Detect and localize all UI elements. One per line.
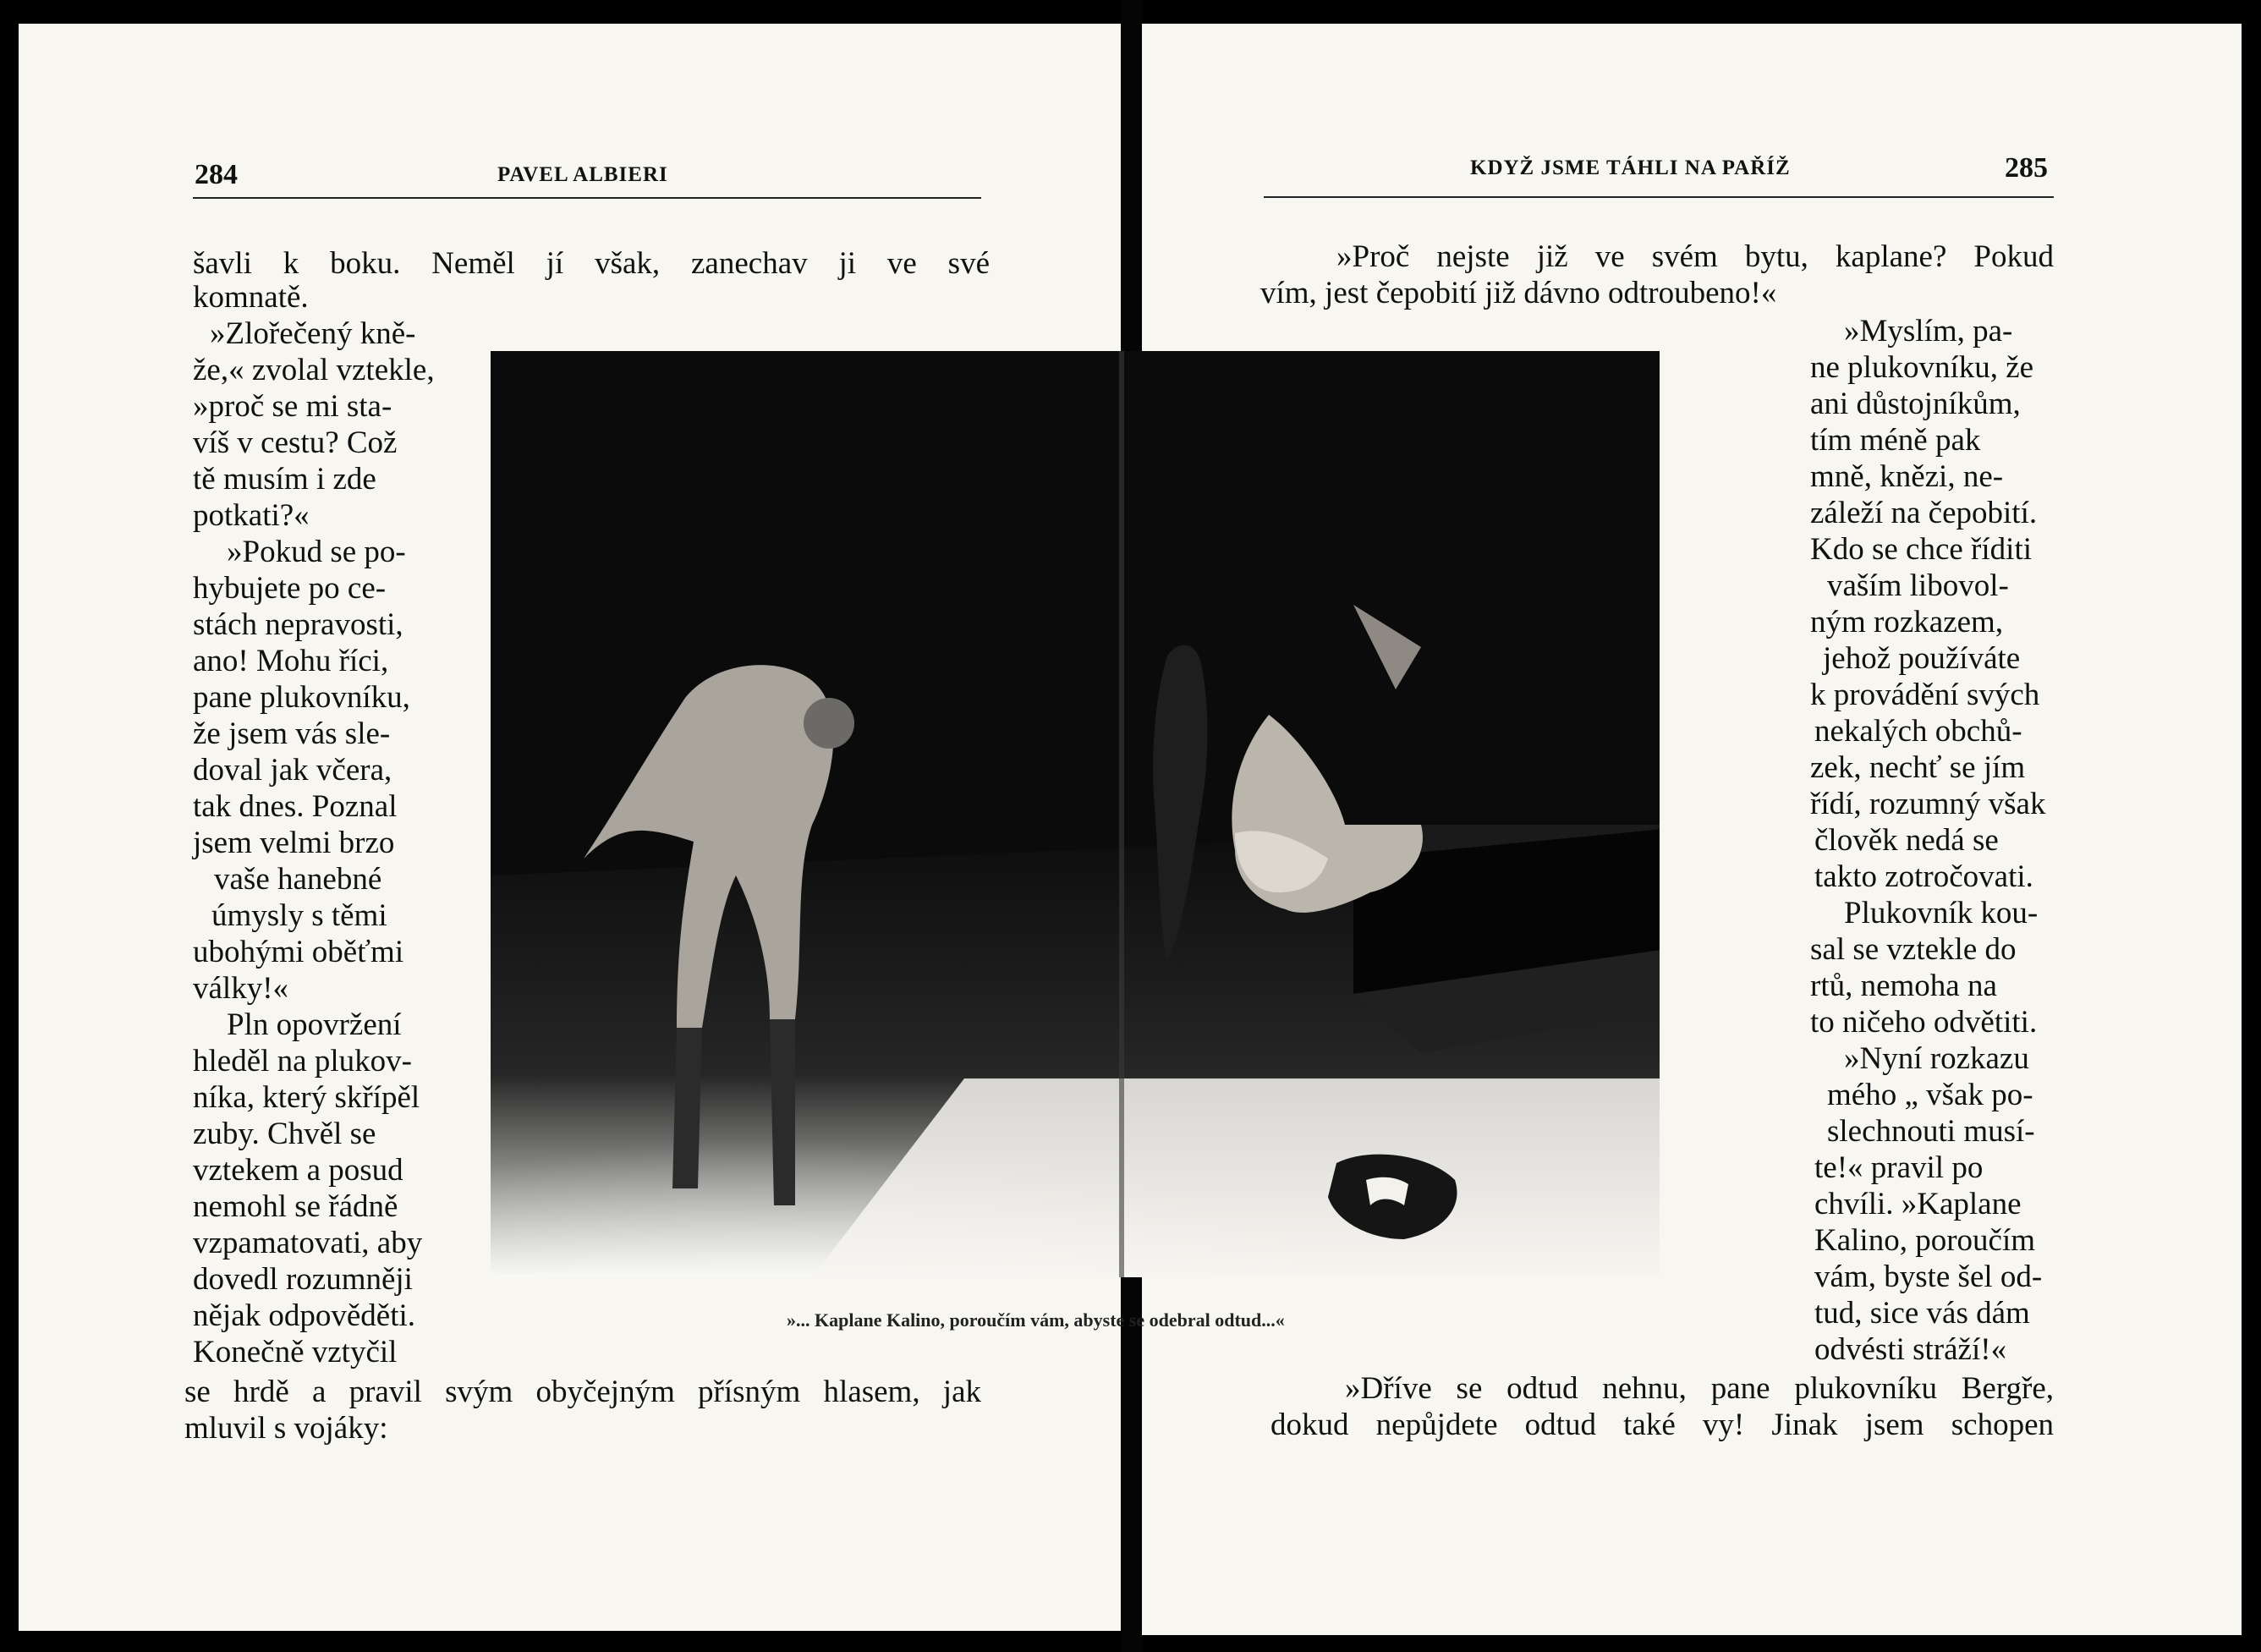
text-line: mně, knězi, ne- bbox=[1810, 459, 2004, 494]
text-line: tím méně pak bbox=[1810, 423, 1981, 458]
text-line: »Myslím, pa- bbox=[1844, 314, 2013, 349]
text-line: ani důstojníkům, bbox=[1810, 387, 2021, 421]
text-line: že,« zvolal vztekle, bbox=[193, 353, 435, 387]
text-line: jehož používáte bbox=[1823, 641, 2021, 676]
text-line: »Pokud se po- bbox=[227, 535, 406, 569]
text-line: nekalých obchů- bbox=[1814, 714, 2022, 749]
text-line: tě musím i zde bbox=[193, 462, 376, 497]
text-line: se hrdě a pravil svým obyčejným přísným hlasem, jak bbox=[184, 1375, 981, 1409]
text-line: mého „ však po- bbox=[1827, 1078, 2033, 1112]
text-line: pane plukovníku, bbox=[193, 680, 410, 715]
text-line: k provádění svých bbox=[1810, 678, 2040, 712]
text-line: te!« pravil po bbox=[1814, 1150, 1984, 1185]
text-line: dokud nepůjdete odtud také vy! Jinak jsem schopen bbox=[1270, 1408, 2054, 1442]
text-line: války!« bbox=[193, 971, 289, 1006]
text-line: »Zlořečený kně- bbox=[210, 316, 416, 351]
text-line: Konečně vztyčil bbox=[193, 1335, 398, 1369]
text-line: zek, nechť se jím bbox=[1810, 750, 2026, 785]
text-line: odvésti stráží!« bbox=[1814, 1332, 2007, 1367]
text-line: vám, byste šel od- bbox=[1814, 1260, 2043, 1294]
right-running-head: KDYŽ JSME TÁHLI NA PAŘÍŽ bbox=[1470, 156, 1791, 179]
text-line: »Proč nejste již ve svém bytu, kaplane? Pokud bbox=[1336, 239, 2054, 274]
text-line: tak dnes. Poznal bbox=[193, 789, 398, 824]
text-line: komnatě. bbox=[193, 280, 309, 315]
text-line: že jsem vás sle- bbox=[193, 716, 391, 751]
right-header-rule bbox=[1264, 196, 2054, 198]
text-line: »Nyní rozkazu bbox=[1844, 1041, 2029, 1076]
left-page-number: 284 bbox=[195, 159, 238, 190]
text-line: ubohými oběťmi bbox=[193, 935, 404, 969]
left-running-head: PAVEL ALBIERI bbox=[497, 163, 668, 186]
text-line: záleží na čepobití. bbox=[1810, 496, 2038, 530]
text-line: vzpamatovati, aby bbox=[193, 1226, 423, 1260]
text-line: úmysly s těmi bbox=[211, 898, 387, 933]
text-line: nemohl se řádně bbox=[193, 1189, 398, 1224]
text-line: dovedl rozumněji bbox=[193, 1262, 413, 1297]
text-line: slechnouti musí- bbox=[1827, 1114, 2035, 1149]
text-line: nějak odpověděti. bbox=[193, 1298, 416, 1333]
text-line: Pln opovržení bbox=[227, 1007, 402, 1042]
text-line: šavli k boku. Neměl jí však, zanechav ji ve své bbox=[193, 246, 990, 281]
text-line: ano! Mohu říci, bbox=[193, 644, 389, 678]
right-page-number: 285 bbox=[2005, 152, 2048, 184]
text-line: rtů, nemoha na bbox=[1810, 969, 1997, 1003]
text-line: ným rozkazem, bbox=[1810, 605, 2004, 639]
text-line: Kdo se chce říditi bbox=[1810, 532, 2032, 567]
text-line: Plukovník kou- bbox=[1844, 896, 2039, 930]
text-line: člověk nedá se bbox=[1814, 823, 1999, 858]
text-line: jsem velmi brzo bbox=[193, 826, 395, 860]
text-line: mluvil s vojáky: bbox=[184, 1411, 388, 1446]
text-line: níka, který skřípěl bbox=[193, 1080, 420, 1115]
text-line: doval jak včera, bbox=[193, 753, 392, 788]
text-line: sal se vztekle do bbox=[1810, 932, 2017, 967]
text-line: vím, jest čepobití již dávno odtroubeno!« bbox=[1260, 276, 1777, 310]
text-line: vaše hanebné bbox=[214, 862, 382, 897]
text-line: chvíli. »Kaplane bbox=[1814, 1187, 2022, 1221]
text-line: potkati?« bbox=[193, 498, 310, 533]
text-line: víš v cestu? Což bbox=[193, 425, 398, 460]
text-line: tud, sice vás dám bbox=[1814, 1296, 2030, 1331]
text-line: takto zotročovati. bbox=[1814, 859, 2033, 894]
text-line: vztekem a posud bbox=[193, 1153, 403, 1188]
illustration-caption: »... Kaplane Kalino, poroučím vám, abyste se odebral odtud...« bbox=[787, 1309, 1285, 1331]
text-line: vaším libovol- bbox=[1827, 568, 2009, 603]
text-line: stách nepravosti, bbox=[193, 607, 403, 642]
left-header-rule bbox=[193, 197, 981, 199]
text-line: zuby. Chvěl se bbox=[193, 1117, 376, 1151]
text-line: to ničeho odvětiti. bbox=[1810, 1005, 2038, 1040]
text-line: řídí, rozumný však bbox=[1810, 787, 2046, 821]
text-line: Kalino, poroučím bbox=[1814, 1223, 2036, 1258]
text-line: ne plukovníku, že bbox=[1810, 350, 2034, 385]
text-line: hleděl na plukov- bbox=[193, 1044, 412, 1078]
illustration bbox=[491, 351, 1660, 1277]
text-line: hybujete po ce- bbox=[193, 571, 387, 606]
text-line: »Dříve se odtud nehnu, pane plukovníku Bergře, bbox=[1345, 1371, 2054, 1406]
text-line: »proč se mi sta- bbox=[193, 389, 392, 424]
